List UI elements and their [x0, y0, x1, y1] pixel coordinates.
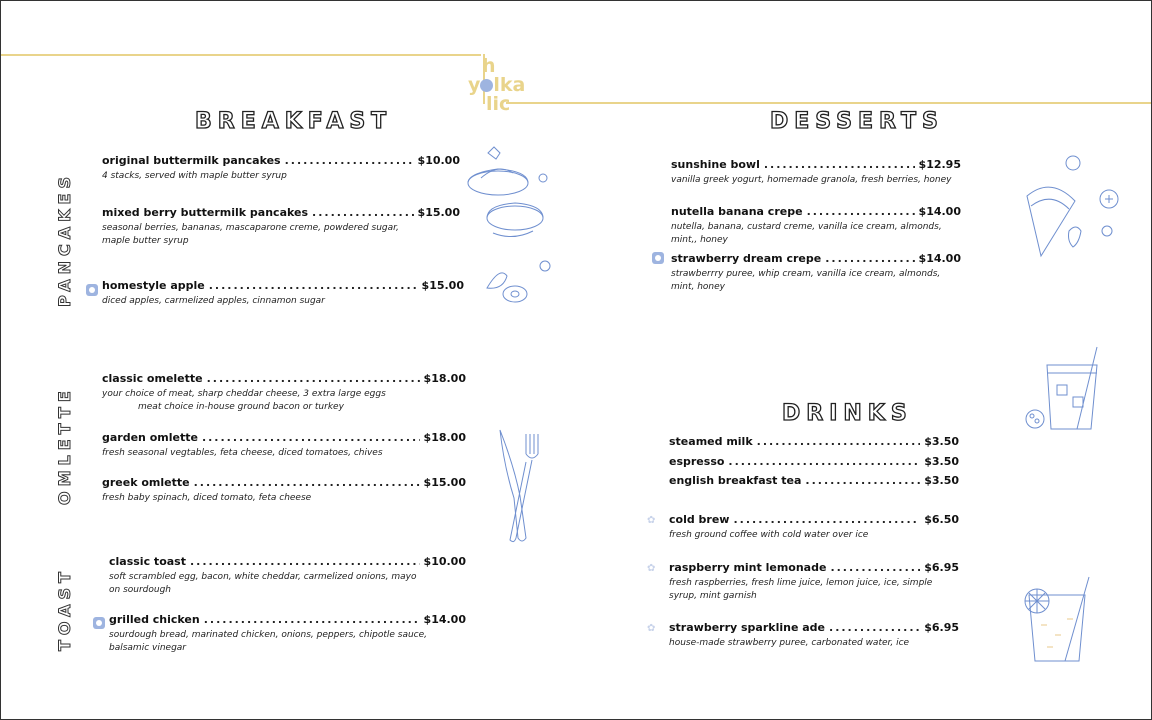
menu-item: espresso ..... $3.50: [669, 455, 959, 468]
menu-item: cold brew ..... $6.50 fresh ground coffee with cold water over ice: [669, 513, 959, 542]
menu-item: strawberry dream crepe ..... $14.00 strawberrry puree, whip cream, vanilla ice cream, almonds, mint, honey: [671, 252, 961, 294]
house-special-icon: [86, 284, 98, 296]
menu-item: strawberry sparkline ade ..... $6.95 house-made strawberry puree, carbonated water, ice: [669, 621, 959, 650]
drinks-title: DRINKS: [782, 401, 913, 426]
menu-item: english breakfast tea ..... $3.50: [669, 474, 959, 487]
menu-item: nutella banana crepe ..... $14.00 nutella, banana, custard creme, vanilla ice cream, almonds, mint,, honey: [671, 205, 961, 247]
logo: [468, 57, 528, 114]
pancakes-label: PANCAKES: [55, 171, 74, 307]
menu-item: classic toast ..... $10.00 soft scrambled egg, bacon, white cheddar, carmelized onions, mayo on sourdough: [109, 555, 466, 597]
menu-item: original buttermilk pancakes ..... $10.00 4 stacks, served with maple butter syrup: [102, 154, 460, 183]
menu-item: greek omlette ..... $15.00 fresh baby spinach, diced tomato, feta cheese: [102, 476, 466, 505]
logo-line2: y lka: [468, 74, 526, 96]
leaf-icon: ✿: [647, 515, 656, 526]
leaf-icon: ✿: [647, 623, 656, 634]
iced-drink-illustration: [1023, 343, 1108, 435]
menu-item: steamed milk ..... $3.50: [669, 435, 959, 448]
menu-item: homestyle apple ..... $15.00 diced apples, carmelized apples, cinnamon sugar: [102, 279, 464, 308]
crepe-berries-illustration: [1021, 151, 1126, 261]
top-right-gold-line: [506, 102, 1151, 104]
menu-item: raspberry mint lemonade ..... $6.95 fresh raspberries, fresh lime juice, lemon juice, ice, simple syrup, mint garnish: [669, 561, 959, 603]
apple-slices-illustration: [485, 258, 555, 308]
leaf-icon: ✿: [647, 563, 656, 574]
logo-line3: lic: [486, 93, 511, 115]
house-special-icon: [93, 617, 105, 629]
menu-item: garden omlette ..... $18.00 fresh seasonal vegtables, feta cheese, diced tomatoes, chives: [102, 431, 466, 460]
menu-item: classic omelette ..... $18.00 your choice of meat, sharp cheddar cheese, 3 extra large eggs meat choice in-house ground bacon or turkey: [102, 372, 466, 414]
pancake-stack-illustration: [463, 143, 553, 248]
omlette-label: OMLETTE: [55, 386, 74, 505]
house-special-icon: [652, 252, 664, 264]
toast-label: TOAST: [55, 567, 74, 651]
logo-line1: h: [482, 55, 496, 77]
menu-item: grilled chicken ..... $14.00 sourdough bread, marinated chicken, onions, peppers, chipotle sauce, balsamic vinegar: [109, 613, 466, 655]
desserts-title: DESSERTS: [770, 109, 944, 134]
top-left-gold-line: [1, 54, 481, 56]
logo-o-icon: [480, 79, 493, 92]
menu-item: mixed berry buttermilk pancakes ..... $15.00 seasonal berries, bananas, mascaparone creme, powdered sugar, maple butter syrup: [102, 206, 460, 248]
lemonade-glass-illustration: [1019, 575, 1099, 665]
menu-item: sunshine bowl ..... $12.95 vanilla greek yogurt, homemade granola, fresh berries, honey: [671, 158, 961, 187]
breakfast-title: BREAKFAST: [195, 109, 393, 134]
fork-knife-illustration: [496, 426, 546, 546]
